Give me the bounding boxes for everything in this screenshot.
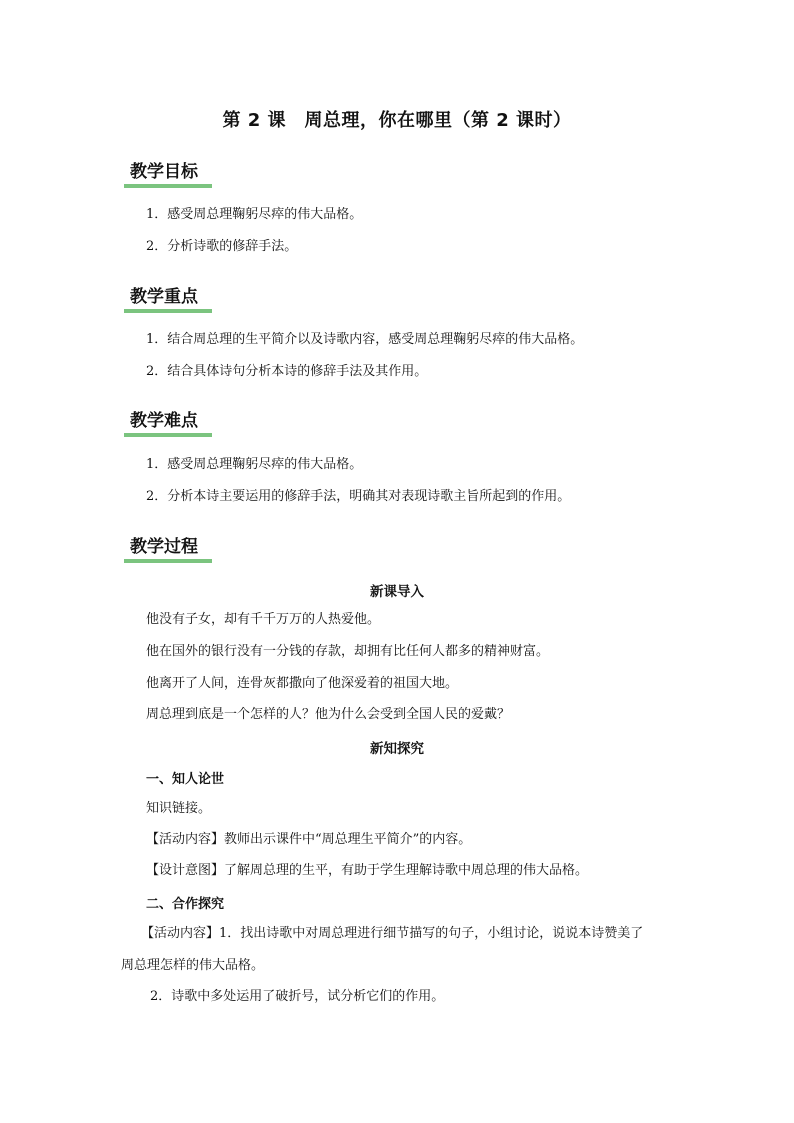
paragraph: 【活动内容】1．找出诗歌中对周总理进行细节描写的句子，小组讨论，说说本诗赞美了 bbox=[141, 926, 644, 941]
list-item: 1．结合周总理的生平简介以及诗歌内容，感受周总理鞠躬尽瘁的伟大品格。 bbox=[146, 332, 584, 347]
section-heading-difficulties bbox=[124, 409, 202, 435]
subsection-heading-explore: 新知探究 bbox=[370, 741, 424, 757]
paragraph-continuation: 周总理怎样的伟大品格。 bbox=[121, 958, 265, 973]
section-heading-goals bbox=[124, 160, 202, 186]
section-heading-label: 教学目标 bbox=[130, 162, 198, 182]
list-item: 1．感受周总理鞠躬尽瘁的伟大品格。 bbox=[146, 457, 363, 472]
section-heading-label: 教学难点 bbox=[130, 411, 198, 431]
paragraph: 知识链接。 bbox=[146, 801, 212, 816]
paragraph: 2．诗歌中多处运用了破折号，试分析它们的作用。 bbox=[150, 989, 445, 1004]
section-heading-process bbox=[124, 535, 202, 561]
heading-underline bbox=[124, 433, 212, 437]
subsection-heading-intro: 新课导入 bbox=[370, 584, 424, 600]
section-heading-label: 教学过程 bbox=[130, 537, 198, 557]
heading-underline bbox=[124, 559, 212, 563]
part-heading-2: 二、合作探究 bbox=[146, 897, 225, 912]
list-item: 1．感受周总理鞠躬尽瘁的伟大品格。 bbox=[146, 207, 363, 222]
part-heading-1: 一、知人论世 bbox=[146, 772, 225, 787]
section-heading-key-points bbox=[124, 285, 202, 311]
heading-underline bbox=[124, 184, 212, 188]
page-title: 第 2 课 周总理，你在哪里（第 2 课时） bbox=[222, 110, 572, 131]
paragraph: 他没有子女，却有千千万万的人热爱他。 bbox=[146, 612, 381, 627]
list-item: 2．分析本诗主要运用的修辞手法，明确其对表现诗歌主旨所起到的作用。 bbox=[146, 489, 571, 504]
section-heading-label: 教学重点 bbox=[130, 287, 198, 307]
heading-underline bbox=[124, 309, 212, 313]
paragraph: 周总理到底是一个怎样的人？他为什么会受到全国人民的爱戴？ bbox=[146, 707, 511, 722]
paragraph: 【设计意图】了解周总理的生平，有助于学生理解诗歌中周总理的伟大品格。 bbox=[146, 863, 589, 878]
list-item: 2．结合具体诗句分析本诗的修辞手法及其作用。 bbox=[146, 364, 428, 379]
paragraph: 他在国外的银行没有一分钱的存款，却拥有比任何人都多的精神财富。 bbox=[146, 644, 550, 659]
list-item: 2．分析诗歌的修辞手法。 bbox=[146, 239, 298, 254]
paragraph: 他离开了人间，连骨灰都撒向了他深爱着的祖国大地。 bbox=[146, 676, 459, 691]
paragraph: 【活动内容】教师出示课件中“周总理生平简介”的内容。 bbox=[146, 832, 472, 847]
